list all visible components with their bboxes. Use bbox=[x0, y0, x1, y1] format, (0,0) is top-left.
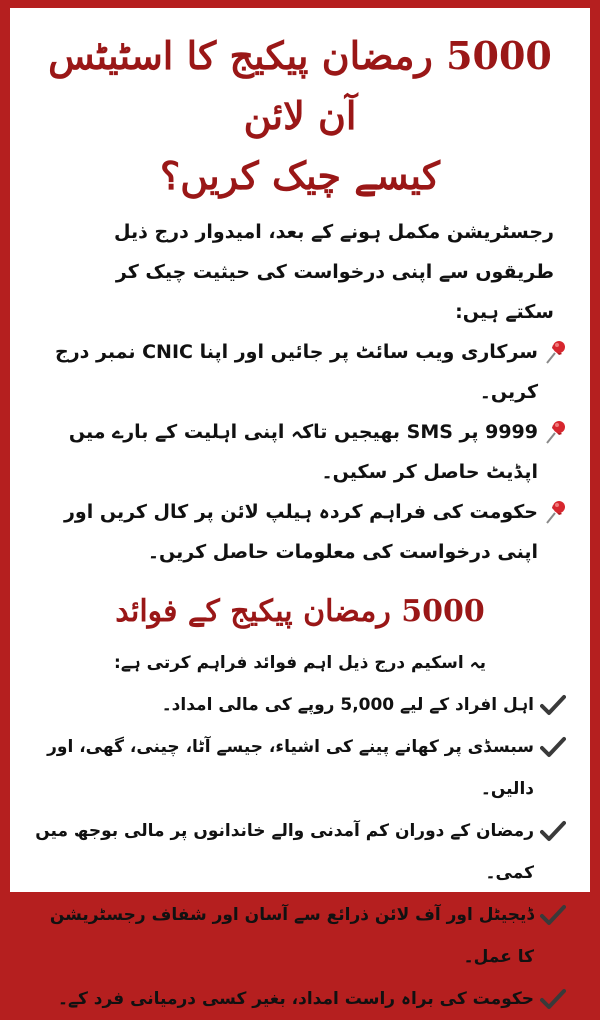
check-mark-icon bbox=[540, 988, 566, 1010]
benefits-list bbox=[32, 684, 568, 1020]
list-item bbox=[32, 332, 568, 412]
check-mark-icon bbox=[540, 694, 566, 716]
page-title-line-2: کیسے چیک کریں؟ bbox=[160, 153, 440, 198]
list-item-text: حکومت کی براہ راست امداد، بغیر کسی درمیانی فرد کے۔ bbox=[58, 989, 534, 1009]
list-item-text: سبسڈی پر کھانے پینے کی اشیاء، جیسے آٹا، چینی، گھی، اور دالیں۔ bbox=[47, 737, 534, 799]
list-item bbox=[32, 978, 568, 1020]
list-item-text: حکومت کی فراہم کردہ ہیلپ لائن پر کال کریں اور اپنی درخواست کی معلومات حاصل کریں۔ bbox=[63, 501, 538, 563]
list-item bbox=[32, 684, 568, 726]
pushpin-icon bbox=[544, 339, 568, 365]
list-item-text: 9999 پر SMS بھیجیں تاکہ اپنی اہلیت کے بارے میں اپڈیٹ حاصل کر سکیں۔ bbox=[68, 421, 538, 483]
list-item-text: رمضان کے دوران کم آمدنی والے خاندانوں پر مالی بوجھ میں کمی۔ bbox=[35, 821, 534, 883]
list-item bbox=[32, 412, 568, 492]
pushpin-icon bbox=[544, 419, 568, 445]
status-intro: رجسٹریشن مکمل ہونے کے بعد، امیدوار درج ذیل طریقوں سے اپنی درخواست کی حیثیت چیک کر سکتے ہیں: bbox=[114, 221, 554, 323]
list-item-text: اہل افراد کے لیے 5,000 روپے کی مالی امداد۔ bbox=[161, 695, 534, 715]
pushpin-icon bbox=[544, 499, 568, 525]
benefits-intro: یہ اسکیم درج ذیل اہم فوائد فراہم کرتی ہے: bbox=[114, 653, 486, 673]
list-item bbox=[32, 810, 568, 894]
page-title-line-1: 5000 رمضان پیکیج کا اسٹیٹس آن لائن bbox=[48, 33, 552, 138]
benefits-title: 5000 رمضان پیکیج کے فوائد bbox=[115, 594, 485, 629]
check-mark-icon bbox=[540, 904, 566, 926]
content-card bbox=[10, 8, 590, 1009]
list-item-text: ڈیجیٹل اور آف لائن ذرائع سے آسان اور شفاف رجسٹریشن کا عمل۔ bbox=[49, 905, 534, 967]
list-item bbox=[32, 726, 568, 810]
list-item bbox=[32, 492, 568, 572]
list-item-text: سرکاری ویب سائٹ پر جائیں اور اپنا CNIC نمبر درج کریں۔ bbox=[55, 341, 538, 403]
check-mark-icon bbox=[540, 736, 566, 758]
list-item bbox=[32, 894, 568, 978]
check-mark-icon bbox=[540, 820, 566, 842]
status-method-list bbox=[32, 332, 568, 572]
